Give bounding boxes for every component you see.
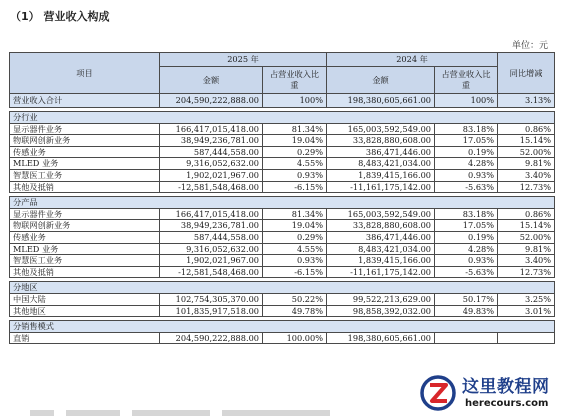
- cell-label: 智慧医工业务: [10, 169, 160, 181]
- cell-change: 0.86%: [498, 123, 555, 135]
- table-row: [10, 266, 555, 278]
- cell-ratio-2025: 4.55%: [263, 158, 327, 170]
- revenue-composition-table: [9, 52, 555, 344]
- cell-ratio-2025: -6.15%: [263, 181, 327, 193]
- cell-amount-2024: 8,483,421,034.00: [327, 243, 435, 255]
- table-body: [10, 94, 555, 344]
- cell-label: 显示器件业务: [10, 123, 160, 135]
- cell-amount-2025: 587,444,558.00: [160, 231, 263, 243]
- cell-amount-2025: -12,581,548,468.00: [160, 266, 263, 278]
- cell-label: 直销: [10, 332, 160, 344]
- cell-ratio-2024: 0.93%: [435, 169, 498, 181]
- cell-label: 中国大陆: [10, 293, 160, 305]
- cell-change: 3.40%: [498, 169, 555, 181]
- cell-change: [498, 332, 555, 344]
- cell-change: 3.01%: [498, 305, 555, 317]
- cell-amount-2025: 38,949,236,781.00: [160, 135, 263, 147]
- table-row: [10, 220, 555, 232]
- table-row: [10, 158, 555, 170]
- cell-label: MLED 业务: [10, 158, 160, 170]
- cell-amount-2024: -11,161,175,142.00: [327, 266, 435, 278]
- cell-ratio-2024: 4.28%: [435, 243, 498, 255]
- cell-amount-2024: 1,839,415,166.00: [327, 169, 435, 181]
- cell-label: 其他及抵销: [10, 266, 160, 278]
- cell-amount-2024: 386,471,446.00: [327, 231, 435, 243]
- watermark-cn: 这里教程网: [462, 377, 550, 397]
- table-row: [10, 255, 555, 267]
- cell-amount-2024: 98,858,392,032.00: [327, 305, 435, 317]
- section-header-sales: [10, 321, 555, 333]
- cell-change: 15.14%: [498, 135, 555, 147]
- table-row: [10, 305, 555, 317]
- header-year-2025: 2025 年: [160, 53, 327, 67]
- cell-amount-2024: 386,471,446.00: [327, 146, 435, 158]
- cell-amount-2025: 101,835,917,518.00: [160, 305, 263, 317]
- cell-ratio-2025: 0.93%: [263, 169, 327, 181]
- table-row: [10, 135, 555, 147]
- cell-ratio-2024: -5.63%: [435, 181, 498, 193]
- cell-ratio-2025: 49.78%: [263, 305, 327, 317]
- cell-label: 传感业务: [10, 146, 160, 158]
- table-row: [10, 332, 555, 344]
- cell-amount-2024: 99,522,213,629.00: [327, 293, 435, 305]
- section-heading: （1） 营业收入构成: [10, 10, 110, 23]
- cell-ratio-2024: 0.19%: [435, 231, 498, 243]
- cell-amount-2025: 1,902,021,967.00: [160, 169, 263, 181]
- cell-ratio-2025: 4.55%: [263, 243, 327, 255]
- cell-ratio-2025: -6.15%: [263, 266, 327, 278]
- cell-ratio-2024: 17.05%: [435, 135, 498, 147]
- cell-label: 其他地区: [10, 305, 160, 317]
- cell-ratio-2024: -5.63%: [435, 266, 498, 278]
- table-row: [10, 293, 555, 305]
- cell-ratio-2024: 0.93%: [435, 255, 498, 267]
- header-amount-2025: 金额: [160, 67, 263, 94]
- cell-ratio-2025: 100.00%: [263, 332, 327, 344]
- table-row: [10, 243, 555, 255]
- cell-change: 12.73%: [498, 181, 555, 193]
- cell-label: 其他及抵销: [10, 181, 160, 193]
- z-logo-icon: [420, 374, 456, 412]
- table-row: [10, 208, 555, 220]
- header-ratio-2024: 占营业收入比重: [435, 67, 498, 94]
- cell-change: 52.00%: [498, 231, 555, 243]
- header-change: 同比增减: [498, 53, 555, 94]
- table-row-total: [10, 94, 555, 108]
- section-title-region: 分地区: [10, 282, 555, 294]
- section-header-industry: [10, 112, 555, 124]
- header-year-2024: 2024 年: [327, 53, 498, 67]
- cell-label: MLED 业务: [10, 243, 160, 255]
- cell-ratio-2025: 0.29%: [263, 231, 327, 243]
- total-label: 营业收入合计: [10, 94, 160, 108]
- section-title-sales: 分销售模式: [10, 321, 555, 333]
- cell-ratio-2024: 50.17%: [435, 293, 498, 305]
- cell-amount-2024: 1,839,415,166.00: [327, 255, 435, 267]
- table-row: [10, 169, 555, 181]
- table-row: [10, 231, 555, 243]
- table-row: [10, 123, 555, 135]
- cell-ratio-2024: 49.83%: [435, 305, 498, 317]
- total-amount-2024: 198,380,605,661.00: [327, 94, 435, 108]
- cell-change: 3.40%: [498, 255, 555, 267]
- cell-amount-2025: 38,949,236,781.00: [160, 220, 263, 232]
- cell-change: 52.00%: [498, 146, 555, 158]
- header-ratio-2025: 占营业收入比重: [263, 67, 327, 94]
- cell-amount-2024: 198,380,605,661.00: [327, 332, 435, 344]
- cell-ratio-2025: 19.04%: [263, 220, 327, 232]
- cell-amount-2024: 33,828,880,608.00: [327, 135, 435, 147]
- cell-ratio-2024: 83.18%: [435, 123, 498, 135]
- cell-ratio-2025: 19.04%: [263, 135, 327, 147]
- header-amount-2024: 金额: [327, 67, 435, 94]
- watermark-en: herecours.com: [465, 398, 549, 409]
- section-title-industry: 分行业: [10, 112, 555, 124]
- cell-amount-2025: 9,316,052,632.00: [160, 158, 263, 170]
- cell-amount-2025: 587,444,558.00: [160, 146, 263, 158]
- cell-amount-2025: 204,590,222,888.00: [160, 332, 263, 344]
- table-row: [10, 146, 555, 158]
- cell-ratio-2024: 0.19%: [435, 146, 498, 158]
- cell-ratio-2024: 4.28%: [435, 158, 498, 170]
- cell-ratio-2025: 0.93%: [263, 255, 327, 267]
- total-ratio-2025: 100%: [263, 94, 327, 108]
- cell-amount-2025: 102,754,305,370.00: [160, 293, 263, 305]
- cell-amount-2024: 165,003,592,549.00: [327, 123, 435, 135]
- cell-change: 15.14%: [498, 220, 555, 232]
- section-header-region: [10, 282, 555, 294]
- cell-ratio-2025: 0.29%: [263, 146, 327, 158]
- table-row: [10, 181, 555, 193]
- cell-amount-2024: 165,003,592,549.00: [327, 208, 435, 220]
- total-amount-2025: 204,590,222,888.00: [160, 94, 263, 108]
- cell-ratio-2025: 81.34%: [263, 123, 327, 135]
- section-title-product: 分产品: [10, 197, 555, 209]
- cell-amount-2024: 33,828,880,608.00: [327, 220, 435, 232]
- watermark: [420, 372, 562, 417]
- cell-ratio-2024: 17.05%: [435, 220, 498, 232]
- total-change: 3.13%: [498, 94, 555, 108]
- cell-ratio-2024: [435, 332, 498, 344]
- cell-label: 显示器件业务: [10, 208, 160, 220]
- cell-label: 物联网创新业务: [10, 220, 160, 232]
- cell-amount-2024: 8,483,421,034.00: [327, 158, 435, 170]
- header-item: 项目: [10, 53, 160, 94]
- cell-amount-2024: -11,161,175,142.00: [327, 181, 435, 193]
- section-header-product: [10, 197, 555, 209]
- total-ratio-2024: 100%: [435, 94, 498, 108]
- cell-amount-2025: -12,581,548,468.00: [160, 181, 263, 193]
- cell-change: 3.25%: [498, 293, 555, 305]
- cell-label: 传感业务: [10, 231, 160, 243]
- cell-label: 智慧医工业务: [10, 255, 160, 267]
- unit-label: 单位：元: [511, 41, 548, 51]
- cell-amount-2025: 1,902,021,967.00: [160, 255, 263, 267]
- cell-label: 物联网创新业务: [10, 135, 160, 147]
- cell-change: 0.86%: [498, 208, 555, 220]
- cell-ratio-2025: 81.34%: [263, 208, 327, 220]
- cell-amount-2025: 9,316,052,632.00: [160, 243, 263, 255]
- cell-change: 12.73%: [498, 266, 555, 278]
- cell-amount-2025: 166,417,015,418.00: [160, 208, 263, 220]
- cell-amount-2025: 166,417,015,418.00: [160, 123, 263, 135]
- cell-ratio-2024: 83.18%: [435, 208, 498, 220]
- cell-change: 9.81%: [498, 158, 555, 170]
- footnote-text-faded: [30, 410, 330, 416]
- cell-change: 9.81%: [498, 243, 555, 255]
- cell-ratio-2025: 50.22%: [263, 293, 327, 305]
